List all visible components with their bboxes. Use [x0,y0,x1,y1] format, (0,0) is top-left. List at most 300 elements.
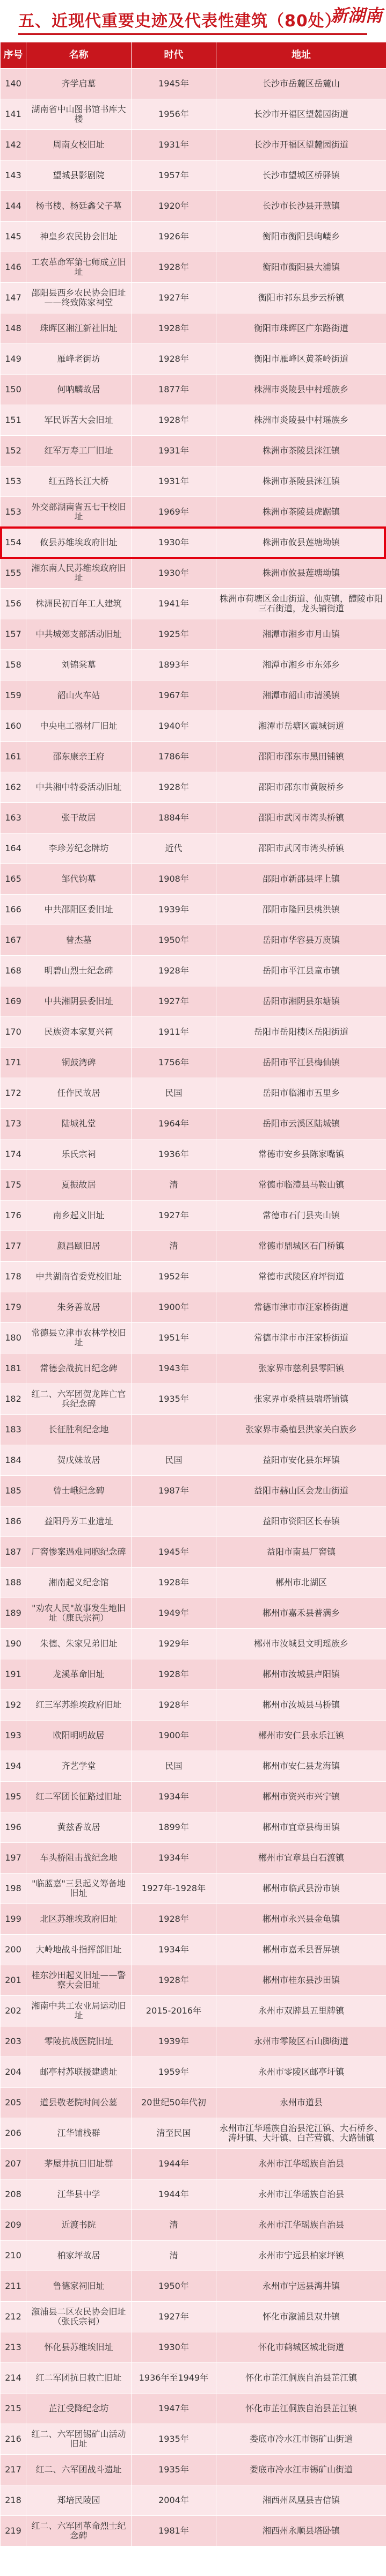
cell-address: 株洲市茶陵县洣江镇 [216,436,386,466]
cell-era: 1951年 [132,1323,216,1353]
table-row [1,1598,386,1629]
cell-no: 146 [1,252,26,283]
cell-address: 常德市津市市汪家桥街道 [216,1323,386,1353]
table-row [1,2241,386,2271]
cell-address: 郴州市临武县汾市镇 [216,1874,386,1904]
cell-address: 怀化市溆浦县双井镇 [216,2302,386,2332]
cell-no: 187 [1,1537,26,1568]
table-row [1,2363,386,2394]
cell-name: 邵阳县西乡农民协会旧址——终致陈家祠堂 [26,283,132,313]
cell-address: 郴州市汝城县马桥镇 [216,1690,386,1721]
table-row [1,1506,386,1537]
cell-address: 长沙市长沙县开慧镇 [216,191,386,222]
cell-no: 150 [1,375,26,405]
cell-name: 道县敬老院时间公墓 [26,2088,132,2118]
cell-no: 143 [1,160,26,191]
cell-no: 194 [1,1751,26,1782]
cell-era: 1949年 [132,1598,216,1629]
table-row [1,1751,386,1782]
cell-name: 黄兹香故居 [26,1812,132,1843]
cell-address: 衡阳市衡阳县大浦镇 [216,252,386,283]
cell-era: 1927年-1928年 [132,1874,216,1904]
table-row [1,1323,386,1353]
cell-address: 永州市宁远县柏家坪镇 [216,2241,386,2271]
table-row [1,925,386,956]
cell-name: 红二、六军团革命烈士纪念碑 [26,2516,132,2546]
column-header-era: 时代 [132,42,216,69]
cell-name: 红军万寿工厂旧址 [26,436,132,466]
cell-era: 1981年 [132,2516,216,2546]
cell-address: 株洲市炎陵县中村瑶族乡 [216,405,386,436]
table-row [1,2485,386,2516]
cell-address: 永州市双牌县五里牌镇 [216,1996,386,2026]
cell-era: 1950年 [132,2271,216,2302]
cell-era: 1928年 [132,405,216,436]
table-row [1,864,386,895]
cell-address: 郴州市汝城县文明瑶族乡 [216,1629,386,1659]
table-row [1,222,386,252]
cell-no: 218 [1,2485,26,2516]
column-header-address: 地址 [216,42,386,69]
column-header-no: 序号 [1,42,26,69]
cell-era: 1934年 [132,1935,216,1965]
cell-name: 近渡书院 [26,2210,132,2241]
cell-name: 车头桥阻击战纪念地 [26,1843,132,1874]
cell-no: 185 [1,1476,26,1506]
table-row [1,1996,386,2026]
cell-address: 长沙市岳麓区岳麓山 [216,69,386,99]
cell-name: 长征胜利纪念地 [26,1415,132,1445]
cell-address: 岳阳市华容县万庾镇 [216,925,386,956]
table-row [1,895,386,925]
cell-era: 清至民国 [132,2118,216,2149]
cell-address: 株洲市炎陵县中村瑶族乡 [216,375,386,405]
cell-name: 工农革命军第七师成立旧址 [26,252,132,283]
table-row [1,558,386,589]
cell-name: 神皇乡农民协会旧址 [26,222,132,252]
cell-no: 188 [1,1568,26,1598]
cell-name: 中共湘中特委活动旧址 [26,772,132,803]
table-row [1,252,386,283]
cell-address: 怀化市芷江侗族自治县芷江镇 [216,2363,386,2394]
cell-name: 任作民故居 [26,1078,132,1109]
cell-address: 岳阳市临湘市五里乡 [216,1078,386,1109]
cell-address: 永州市宁远县湾井镇 [216,2271,386,2302]
table-row [1,1109,386,1139]
cell-name: 红二军团长征路过旧址 [26,1782,132,1812]
cell-name: 常德会战抗日纪念碑 [26,1353,132,1384]
table-row [1,69,386,99]
table-row [1,2394,386,2424]
cell-no: 140 [1,69,26,99]
cell-era: 1756年 [132,1048,216,1078]
cell-address: 湘潭市湘乡市月山镇 [216,619,386,650]
cell-no: 151 [1,405,26,436]
cell-no: 199 [1,1904,26,1935]
cell-no: 175 [1,1170,26,1201]
cell-no: 165 [1,864,26,895]
cell-name: 曾杰墓 [26,925,132,956]
table-row [1,130,386,160]
cell-name: 望城县影剧院 [26,160,132,191]
cell-no: 141 [1,99,26,130]
cell-no: 145 [1,222,26,252]
cell-address: 郴州市宜章县梅田镇 [216,1812,386,1843]
cell-name: 珠晖区湘江新社旧址 [26,313,132,344]
cell-name: 湘东南人民苏维埃政府旧址 [26,558,132,589]
cell-era: 20世纪50年代初 [132,2088,216,2118]
cell-address: 永州市江华瑶族自治县 [216,2179,386,2210]
page-title: 五、近现代重要史迹及代表性建筑（80处） [18,12,341,31]
cell-era: 1930年 [132,558,216,589]
cell-era: 1926年 [132,222,216,252]
cell-address: 常德市鼎城区石门桥镇 [216,1231,386,1262]
cell-era: 1939年 [132,895,216,925]
cell-name: 大岭地战斗指挥部旧址 [26,1935,132,1965]
cell-no: 167 [1,925,26,956]
cell-address: 湘潭市韶山市清溪镇 [216,680,386,711]
cell-name: 红二、六军团战斗遗址 [26,2455,132,2485]
cell-address: 岳阳市岳阳楼区岳阳街道 [216,1017,386,1048]
cell-address: 邵阳市邵东市黑田铺镇 [216,742,386,772]
cell-no: 149 [1,344,26,375]
cell-name: 刘锦棠墓 [26,650,132,680]
cell-address: 张家界市桑植县瑞塔铺镇 [216,1384,386,1415]
cell-era: 近代 [132,833,216,864]
table-body [1,69,386,2546]
cell-era: 1900年 [132,1292,216,1323]
cell-name: 中共湖南省委党校旧址 [26,1262,132,1292]
cell-era: 1908年 [132,864,216,895]
table-row [1,1812,386,1843]
table-row [1,283,386,313]
table-row [1,2332,386,2363]
table-row [1,2179,386,2210]
table-row [1,619,386,650]
cell-address: 常德市安乡县陈家嘴镇 [216,1139,386,1170]
cell-no: 154 [1,528,26,558]
cell-era: 1939年 [132,2026,216,2057]
cell-address: 郴州市永兴县金龟镇 [216,1904,386,1935]
cell-name: 郑培民陵园 [26,2485,132,2516]
cell-no: 166 [1,895,26,925]
cell-no: 212 [1,2302,26,2332]
cell-name: 曾士峨纪念碑 [26,1476,132,1506]
cell-address: 株洲市荷塘区金山街道、仙庾镇，醴陵市阳三石街道，龙头铺街道 [216,589,386,619]
table-row [1,1537,386,1568]
cell-address: 岳阳市平江县梅仙镇 [216,1048,386,1078]
cell-no: 160 [1,711,26,742]
table-row [1,1690,386,1721]
cell-no: 159 [1,680,26,711]
table-row [1,833,386,864]
sites-table [0,42,386,2546]
table-row [1,2455,386,2485]
cell-address: 长沙市开福区望麓园街道 [216,130,386,160]
cell-era: 清 [132,2210,216,2241]
cell-name: 攸县苏维埃政府旧址 [26,528,132,558]
cell-name: "临蓝嘉"三县起义筹备地旧址 [26,1874,132,1904]
cell-no: 215 [1,2394,26,2424]
table-row [1,1782,386,1812]
cell-address: 郴州市宜章县白石渡镇 [216,1843,386,1874]
cell-no: 214 [1,2363,26,2394]
cell-address: 衡阳市衡阳县岣嵝乡 [216,222,386,252]
cell-era: 1928年 [132,1690,216,1721]
cell-no: 163 [1,803,26,833]
cell-name: 张干故居 [26,803,132,833]
cell-era: 1927年 [132,1201,216,1231]
table-row [1,1292,386,1323]
cell-name: 外交部湖南省五七干校旧址 [26,497,132,528]
cell-address: 永州市江华瑶族自治县沱江镇、大石桥乡、涛圩镇、大圩镇、白芒营镇、大路铺镇 [216,2118,386,2149]
cell-name: 鲁德家祠旧址 [26,2271,132,2302]
table-row [1,1965,386,1996]
cell-address: 邵阳市武冈市湾头桥镇 [216,833,386,864]
cell-era: 1877年 [132,375,216,405]
cell-address: 益阳市资阳区长春镇 [216,1506,386,1537]
cell-name: 朱务善故居 [26,1292,132,1323]
table-header-row [1,42,386,69]
table-row [1,1201,386,1231]
cell-no: 174 [1,1139,26,1170]
cell-era: 民国 [132,1751,216,1782]
cell-era: 1967年 [132,680,216,711]
cell-era: 1928年 [132,1965,216,1996]
cell-era: 1934年 [132,1782,216,1812]
cell-no: 195 [1,1782,26,1812]
cell-name: 夏振故居 [26,1170,132,1201]
cell-name: 益阳丹芳工业遗址 [26,1506,132,1537]
cell-era: 1959年 [132,2057,216,2088]
cell-era: 1884年 [132,803,216,833]
cell-no: 155 [1,558,26,589]
cell-era: 1935年 [132,1384,216,1415]
cell-no: 190 [1,1629,26,1659]
cell-era: 1786年 [132,742,216,772]
cell-no: 202 [1,1996,26,2026]
table-row [1,1170,386,1201]
cell-no: 203 [1,2026,26,2057]
cell-no: 206 [1,2118,26,2149]
cell-no: 147 [1,283,26,313]
cell-era: 1936年至1949年 [132,2363,216,2394]
cell-no: 183 [1,1415,26,1445]
cell-address: 郴州市资兴市兴宁镇 [216,1782,386,1812]
cell-no: 213 [1,2332,26,2363]
cell-no: 211 [1,2271,26,2302]
cell-name: 铜鼓湾碑 [26,1048,132,1078]
table-row [1,1445,386,1476]
cell-address: 湘西州凤凰县吉信镇 [216,2485,386,2516]
cell-no: 182 [1,1384,26,1415]
table-row [1,803,386,833]
cell-no: 204 [1,2057,26,2088]
cell-address: 邵阳市武冈市湾头桥镇 [216,803,386,833]
table-row [1,2149,386,2179]
cell-era: 1944年 [132,2179,216,2210]
table-row [1,2057,386,2088]
table-row [1,313,386,344]
cell-address: 邵阳市新邵县坪上镇 [216,864,386,895]
cell-address: 娄底市冷水江市锡矿山街道 [216,2455,386,2485]
cell-no: 197 [1,1843,26,1874]
cell-address: 湘潭市湘乡市东郊乡 [216,650,386,680]
cell-address: 永州市零陵区石山脚街道 [216,2026,386,2057]
cell-name: 颜昌颐旧居 [26,1231,132,1262]
cell-no: 191 [1,1659,26,1690]
cell-name: 陆城礼堂 [26,1109,132,1139]
cell-name: 常德县立津市农林学校旧址 [26,1323,132,1353]
cell-no: 170 [1,1017,26,1048]
cell-name: 红二军团抗日救亡旧址 [26,2363,132,2394]
cell-era: 1928年 [132,1904,216,1935]
cell-era: 民国 [132,1445,216,1476]
cell-no: 205 [1,2088,26,2118]
cell-name: 南乡起义旧址 [26,1201,132,1231]
cell-no: 181 [1,1353,26,1384]
table-row [1,956,386,986]
cell-era: 1934年 [132,1843,216,1874]
cell-no: 157 [1,619,26,650]
cell-address: 常德市石门县夹山镇 [216,1201,386,1231]
cell-address: 永州市江华瑶族自治县 [216,2149,386,2179]
title-underline [18,33,367,35]
cell-era: 1936年 [132,1139,216,1170]
cell-no: 178 [1,1262,26,1292]
cell-name: 齐艺学堂 [26,1751,132,1782]
cell-era: 1928年 [132,344,216,375]
table-row [1,680,386,711]
cell-name: 江华铺栈群 [26,2118,132,2149]
cell-no: 196 [1,1812,26,1843]
cell-era: 清 [132,2241,216,2271]
cell-address: 益阳市赫山区会龙山街道 [216,1476,386,1506]
cell-name: 红二、六军团锡矿山活动旧址 [26,2424,132,2455]
cell-name: 杨书楼、杨廷鑫父子墓 [26,191,132,222]
cell-name: 北区苏维埃政府旧址 [26,1904,132,1935]
cell-era: 1900年 [132,1721,216,1751]
cell-address: 岳阳市平江县童市镇 [216,956,386,986]
cell-name: 红三军苏维埃政府旧址 [26,1690,132,1721]
table-row [1,405,386,436]
cell-name: 桂东沙田起义旧址——警察大会旧址 [26,1965,132,1996]
cell-name: 欧阳明明故居 [26,1721,132,1751]
cell-name: 柏家坪故居 [26,2241,132,2271]
cell-no: 144 [1,191,26,222]
table-row [1,2424,386,2455]
cell-era: 1930年 [132,2332,216,2363]
cell-address: 衡阳市珠晖区广东路街道 [216,313,386,344]
cell-name: 中共湘阴县委旧址 [26,986,132,1017]
cell-era: 1925年 [132,619,216,650]
table-row [1,375,386,405]
cell-name: 芷江受降纪念坊 [26,2394,132,2424]
cell-no: 161 [1,742,26,772]
cell-address: 衡阳市雁峰区黄茶岭街道 [216,344,386,375]
cell-name: 邮亭村苏联援建遗址 [26,2057,132,2088]
cell-name: 中央电工器材厂旧址 [26,711,132,742]
cell-no: 209 [1,2210,26,2241]
cell-no: 186 [1,1506,26,1537]
cell-name: 李珍芳纪念牌坊 [26,833,132,864]
cell-address: 株洲市茶陵县虎踞镇 [216,497,386,528]
cell-no: 184 [1,1445,26,1476]
cell-address: 邵阳市隆回县桃洪镇 [216,895,386,925]
table-row [1,1904,386,1935]
cell-era: 1928年 [132,956,216,986]
table-row [1,99,386,130]
cell-no: 180 [1,1323,26,1353]
cell-name: 军民诉苦大会旧址 [26,405,132,436]
table-row [1,711,386,742]
table-row [1,1659,386,1690]
cell-era: 1928年 [132,313,216,344]
cell-name: 溆浦县二区农民协会旧址（张氏宗祠） [26,2302,132,2332]
cell-address: 郴州市桂东县沙田镇 [216,1965,386,1996]
cell-era: 1935年 [132,2424,216,2455]
table-row [1,986,386,1017]
table-row [1,1629,386,1659]
cell-no: 164 [1,833,26,864]
cell-no: 192 [1,1690,26,1721]
cell-era: 1899年 [132,1812,216,1843]
cell-no: 207 [1,2149,26,2179]
cell-era: 1893年 [132,650,216,680]
cell-era: 1929年 [132,1629,216,1659]
cell-no: 142 [1,130,26,160]
cell-era: 1969年 [132,497,216,528]
table-row [1,1231,386,1262]
cell-era: 1928年 [132,252,216,283]
cell-address: 邵阳市邵东市黄陂桥乡 [216,772,386,803]
cell-era: 1928年 [132,772,216,803]
cell-era: 1945年 [132,69,216,99]
table-row [1,1017,386,1048]
cell-no: 217 [1,2455,26,2485]
table-row [1,1935,386,1965]
cell-address: 张家界市慈利县零阳镇 [216,1353,386,1384]
cell-era: 1941年 [132,589,216,619]
cell-era: 1911年 [132,1017,216,1048]
cell-address: 常德市武陵区府坪街道 [216,1262,386,1292]
cell-address: 湘潭市岳塘区霞城街道 [216,711,386,742]
table-row [1,650,386,680]
cell-address: 岳阳市湘阴县东塘镇 [216,986,386,1017]
cell-no: 177 [1,1231,26,1262]
cell-no: 148 [1,313,26,344]
cell-name: 明碧山烈士纪念碑 [26,956,132,986]
cell-address: 常德市临澧县马鞍山镇 [216,1170,386,1201]
cell-address: 郴州市北湖区 [216,1568,386,1598]
cell-era: 1956年 [132,99,216,130]
cell-name: 湖南省中山图书馆书库大楼 [26,99,132,130]
cell-no: 198 [1,1874,26,1904]
table-row [1,1384,386,1415]
cell-name: 邵东康亲王府 [26,742,132,772]
cell-name: 雁峰老街坊 [26,344,132,375]
cell-name: 湘南起义纪念馆 [26,1568,132,1598]
cell-name: 中共城郊支部活动旧址 [26,619,132,650]
cell-era: 1930年 [132,528,216,558]
logo: 新湖南 [331,5,383,26]
table-row [1,2026,386,2057]
cell-name: 怀化县苏维埃旧址 [26,2332,132,2363]
cell-no: 219 [1,2516,26,2546]
cell-name: 龙溪革命旧址 [26,1659,132,1690]
cell-address: 湘西州永顺县塔卧镇 [216,2516,386,2546]
cell-name: 零陵抗战医院旧址 [26,2026,132,2057]
